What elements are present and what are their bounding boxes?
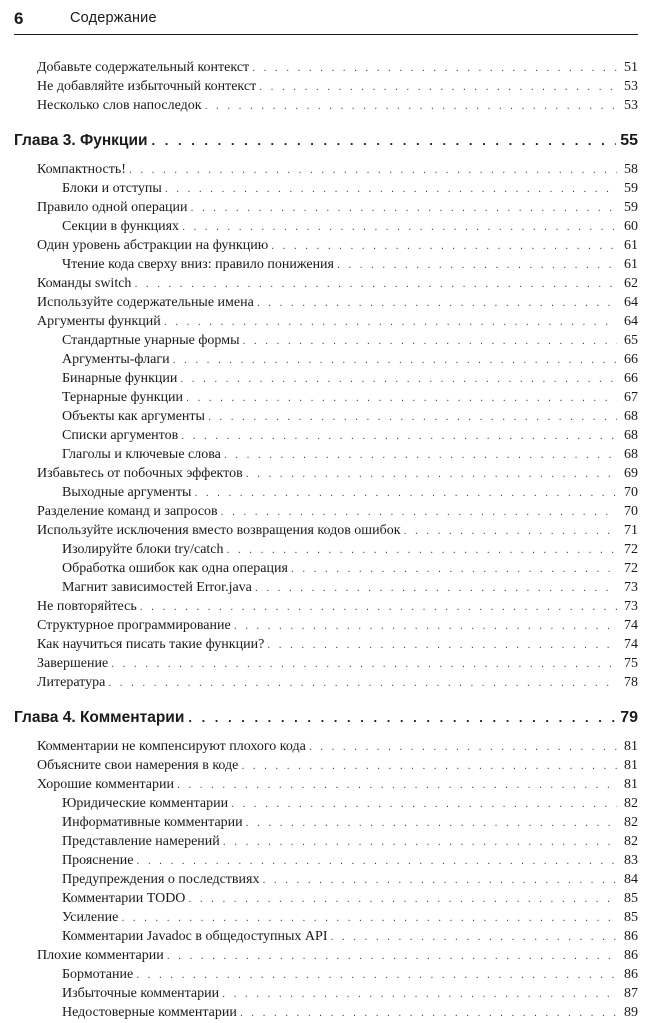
toc-entry[interactable] bbox=[14, 388, 638, 407]
entry-title: Бинарные функции bbox=[62, 371, 178, 386]
entry-title: Хорошие комментарии bbox=[37, 777, 174, 792]
entry-title: Завершение bbox=[37, 656, 109, 671]
toc-entry[interactable] bbox=[14, 673, 638, 692]
entry-page: 68 bbox=[624, 428, 638, 443]
dot-leader bbox=[221, 503, 617, 522]
dot-leader bbox=[234, 617, 617, 636]
entry-title: Несколько слов напоследок bbox=[37, 98, 202, 113]
entry-title: Команды switch bbox=[37, 276, 132, 291]
dot-leader bbox=[121, 909, 617, 928]
entry-title: Бормотание bbox=[62, 967, 134, 982]
toc-entry[interactable] bbox=[14, 832, 638, 851]
entry-title: Чтение кода сверху вниз: правило понижения bbox=[62, 257, 334, 272]
entry-page: 81 bbox=[624, 739, 638, 754]
entry-page: 60 bbox=[624, 219, 638, 234]
entry-page: 72 bbox=[624, 542, 638, 557]
toc-entry[interactable] bbox=[14, 559, 638, 578]
dot-leader bbox=[186, 389, 617, 408]
toc-entry[interactable] bbox=[14, 502, 638, 521]
entry-page: 61 bbox=[624, 257, 638, 272]
dot-leader bbox=[255, 579, 617, 598]
entry-page: 71 bbox=[624, 523, 638, 538]
toc-entry[interactable] bbox=[14, 775, 638, 794]
dot-leader bbox=[227, 541, 617, 560]
entry-title: Плохие комментарии bbox=[37, 948, 164, 963]
dot-leader bbox=[224, 446, 617, 465]
entry-page: 87 bbox=[624, 986, 638, 1001]
dot-leader bbox=[231, 795, 617, 814]
toc-entry[interactable] bbox=[14, 1003, 638, 1022]
toc-entry[interactable] bbox=[14, 946, 638, 965]
entry-title: Магнит зависимостей Error.java bbox=[62, 580, 252, 595]
entry-page: 58 bbox=[624, 162, 638, 177]
chapter-heading[interactable] bbox=[14, 129, 638, 153]
toc-entry[interactable] bbox=[14, 96, 638, 115]
header-title: Содержание bbox=[70, 10, 157, 26]
chapter-heading[interactable] bbox=[14, 706, 638, 730]
entry-page: 73 bbox=[624, 580, 638, 595]
dot-leader bbox=[108, 674, 617, 693]
table-of-contents bbox=[14, 58, 638, 1022]
toc-entry[interactable] bbox=[14, 312, 638, 331]
entry-page: 65 bbox=[624, 333, 638, 348]
toc-entry[interactable] bbox=[14, 540, 638, 559]
dot-leader bbox=[252, 59, 617, 78]
chapter-title: Глава 3. Функции bbox=[14, 132, 148, 149]
entry-page: 82 bbox=[624, 815, 638, 830]
toc-entry[interactable] bbox=[14, 521, 638, 540]
entry-page: 82 bbox=[624, 796, 638, 811]
toc-entry[interactable] bbox=[14, 984, 638, 1003]
toc-entry[interactable] bbox=[14, 737, 638, 756]
entry-title: Разделение команд и запросов bbox=[37, 504, 218, 519]
chapter-page: 79 bbox=[620, 709, 638, 726]
entry-page: 74 bbox=[624, 637, 638, 652]
dot-leader bbox=[242, 332, 617, 351]
chapter-title: Глава 4. Комментарии bbox=[14, 709, 185, 726]
entry-title: Используйте исключения вместо возвращения кодов ошибок bbox=[37, 523, 401, 538]
dot-leader bbox=[152, 129, 617, 153]
dot-leader bbox=[240, 1004, 617, 1023]
toc-entry[interactable] bbox=[14, 756, 638, 775]
dot-leader bbox=[140, 598, 617, 617]
dot-leader bbox=[111, 655, 617, 674]
entry-page: 89 bbox=[624, 1005, 638, 1020]
entry-page: 81 bbox=[624, 777, 638, 792]
toc-entry[interactable] bbox=[14, 794, 638, 813]
dot-leader bbox=[188, 706, 616, 730]
entry-title: Блоки и отступы bbox=[62, 181, 162, 196]
toc-entry[interactable] bbox=[14, 255, 638, 274]
toc-entry[interactable] bbox=[14, 274, 638, 293]
entry-title: Аргументы функций bbox=[37, 314, 161, 329]
dot-leader bbox=[404, 522, 617, 541]
dot-leader bbox=[177, 776, 617, 795]
dot-leader bbox=[241, 757, 617, 776]
entry-page: 67 bbox=[624, 390, 638, 405]
entry-page: 51 bbox=[624, 60, 638, 75]
toc-entry[interactable] bbox=[14, 58, 638, 77]
entry-title: Информативные комментарии bbox=[62, 815, 243, 830]
entry-title: Тернарные функции bbox=[62, 390, 184, 405]
entry-title: Компактность! bbox=[37, 162, 126, 177]
entry-title: Предупреждения о последствиях bbox=[62, 872, 260, 887]
toc-entry[interactable] bbox=[14, 77, 638, 96]
toc-entry[interactable] bbox=[14, 331, 638, 350]
toc-entry[interactable] bbox=[14, 654, 638, 673]
dot-leader bbox=[223, 833, 617, 852]
entry-page: 61 bbox=[624, 238, 638, 253]
entry-title: Выходные аргументы bbox=[62, 485, 192, 500]
dot-leader bbox=[291, 560, 617, 579]
entry-page: 70 bbox=[624, 485, 638, 500]
entry-title: Избавьтесь от побочных эффектов bbox=[37, 466, 243, 481]
dot-leader bbox=[259, 78, 617, 97]
toc-entry[interactable] bbox=[14, 464, 638, 483]
dot-leader bbox=[165, 180, 617, 199]
toc-entry[interactable] bbox=[14, 889, 638, 908]
dot-leader bbox=[136, 966, 617, 985]
dot-leader bbox=[222, 985, 617, 1004]
entry-page: 73 bbox=[624, 599, 638, 614]
entry-page: 78 bbox=[624, 675, 638, 690]
dot-leader bbox=[188, 890, 617, 909]
running-header bbox=[14, 6, 638, 35]
entry-page: 59 bbox=[624, 181, 638, 196]
toc-entry[interactable] bbox=[14, 870, 638, 889]
entry-page: 66 bbox=[624, 352, 638, 367]
toc-entry[interactable] bbox=[14, 445, 638, 464]
toc-entry[interactable] bbox=[14, 965, 638, 984]
toc-entry[interactable] bbox=[14, 616, 638, 635]
entry-title: Стандартные унарные формы bbox=[62, 333, 240, 348]
page-number: 6 bbox=[14, 9, 24, 28]
toc-entry[interactable] bbox=[14, 635, 638, 654]
dot-leader bbox=[267, 636, 617, 655]
entry-title: Секции в функциях bbox=[62, 219, 180, 234]
entry-title: Комментарии Javadoc в общедоступных API bbox=[62, 929, 328, 944]
entry-page: 86 bbox=[624, 929, 638, 944]
entry-page: 85 bbox=[624, 891, 638, 906]
entry-page: 82 bbox=[624, 834, 638, 849]
entry-title: Недостоверные комментарии bbox=[62, 1005, 237, 1020]
entry-page: 70 bbox=[624, 504, 638, 519]
entry-title: Объясните свои намерения в коде bbox=[37, 758, 239, 773]
entry-title: Обработка ошибок как одна операция bbox=[62, 561, 288, 576]
entry-title: Прояснение bbox=[62, 853, 134, 868]
toc-entry[interactable] bbox=[14, 236, 638, 255]
toc-entry[interactable] bbox=[14, 483, 638, 502]
entry-page: 59 bbox=[624, 200, 638, 215]
entry-page: 68 bbox=[624, 447, 638, 462]
entry-title: Аргументы-флаги bbox=[62, 352, 170, 367]
entry-page: 84 bbox=[624, 872, 638, 887]
entry-title: Глаголы и ключевые слова bbox=[62, 447, 221, 462]
dot-leader bbox=[136, 852, 617, 871]
dot-leader bbox=[134, 275, 617, 294]
entry-page: 62 bbox=[624, 276, 638, 291]
toc-entry[interactable] bbox=[14, 369, 638, 388]
entry-title: Избыточные комментарии bbox=[62, 986, 220, 1001]
dot-leader bbox=[271, 237, 617, 256]
chapter-3-entries bbox=[14, 160, 638, 692]
dot-leader bbox=[257, 294, 617, 313]
entry-title: Представление намерений bbox=[62, 834, 220, 849]
toc-entry[interactable] bbox=[14, 293, 638, 312]
dot-leader bbox=[182, 218, 617, 237]
toc-entry[interactable] bbox=[14, 578, 638, 597]
dot-leader bbox=[331, 928, 618, 947]
dot-leader bbox=[337, 256, 617, 275]
dot-leader bbox=[262, 871, 617, 890]
dot-leader bbox=[246, 465, 617, 484]
entry-page: 85 bbox=[624, 910, 638, 925]
dot-leader bbox=[309, 738, 617, 757]
entry-page: 53 bbox=[624, 98, 638, 113]
entry-page: 83 bbox=[624, 853, 638, 868]
entry-page: 66 bbox=[624, 371, 638, 386]
toc-entry[interactable] bbox=[14, 179, 638, 198]
dot-leader bbox=[191, 199, 617, 218]
intro-entries bbox=[14, 58, 638, 115]
entry-page: 86 bbox=[624, 967, 638, 982]
entry-page: 64 bbox=[624, 295, 638, 310]
dot-leader bbox=[173, 351, 617, 370]
toc-entry[interactable] bbox=[14, 813, 638, 832]
toc-entry[interactable] bbox=[14, 350, 638, 369]
toc-entry[interactable] bbox=[14, 851, 638, 870]
dot-leader bbox=[164, 313, 617, 332]
dot-leader bbox=[181, 427, 617, 446]
dot-leader bbox=[129, 161, 617, 180]
toc-entry[interactable] bbox=[14, 217, 638, 236]
entry-title: Литература bbox=[37, 675, 106, 690]
entry-page: 75 bbox=[624, 656, 638, 671]
toc-entry[interactable] bbox=[14, 160, 638, 179]
entry-title: Правило одной операции bbox=[37, 200, 188, 215]
entry-title: Как научиться писать такие функции? bbox=[37, 637, 265, 652]
toc-entry[interactable] bbox=[14, 927, 638, 946]
entry-title: Усиление bbox=[62, 910, 119, 925]
entry-page: 53 bbox=[624, 79, 638, 94]
entry-title: Используйте содержательные имена bbox=[37, 295, 254, 310]
entry-title: Не повторяйтесь bbox=[37, 599, 137, 614]
chapter-4-entries bbox=[14, 737, 638, 1022]
toc-entry[interactable] bbox=[14, 426, 638, 445]
entry-page: 64 bbox=[624, 314, 638, 329]
entry-title: Структурное программирование bbox=[37, 618, 231, 633]
entry-title: Юридические комментарии bbox=[62, 796, 229, 811]
dot-leader bbox=[167, 947, 617, 966]
toc-entry[interactable] bbox=[14, 198, 638, 217]
toc-entry[interactable] bbox=[14, 908, 638, 927]
entry-title: Изолируйте блоки try/catch bbox=[62, 542, 224, 557]
entry-page: 86 bbox=[624, 948, 638, 963]
dot-leader bbox=[180, 370, 617, 389]
chapter-page: 55 bbox=[620, 132, 638, 149]
toc-entry[interactable] bbox=[14, 597, 638, 616]
toc-entry[interactable] bbox=[14, 407, 638, 426]
entry-title: Один уровень абстракции на функцию bbox=[37, 238, 269, 253]
entry-title: Комментарии не компенсируют плохого кода bbox=[37, 739, 306, 754]
entry-page: 68 bbox=[624, 409, 638, 424]
dot-leader bbox=[194, 484, 617, 503]
entry-page: 72 bbox=[624, 561, 638, 576]
entry-page: 81 bbox=[624, 758, 638, 773]
entry-title: Комментарии TODO bbox=[62, 891, 186, 906]
entry-title: Добавьте содержательный контекст bbox=[37, 60, 250, 75]
dot-leader bbox=[208, 408, 617, 427]
dot-leader bbox=[205, 97, 617, 116]
dot-leader bbox=[246, 814, 617, 833]
entry-title: Не добавляйте избыточный контекст bbox=[37, 79, 257, 94]
entry-title: Объекты как аргументы bbox=[62, 409, 205, 424]
entry-title: Списки аргументов bbox=[62, 428, 179, 443]
entry-page: 74 bbox=[624, 618, 638, 633]
entry-page: 69 bbox=[624, 466, 638, 481]
